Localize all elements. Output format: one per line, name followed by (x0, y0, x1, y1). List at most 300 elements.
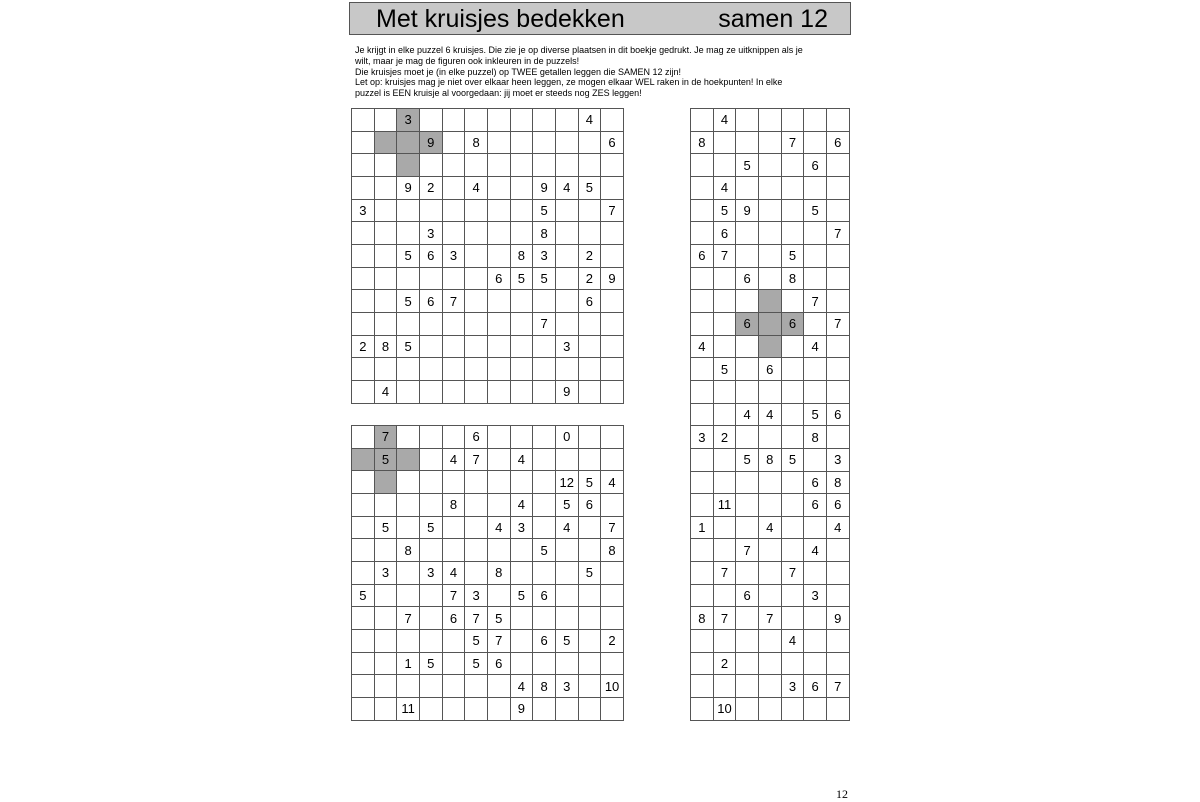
grid-cell[interactable] (465, 336, 488, 359)
grid-cell[interactable] (601, 290, 624, 313)
grid-cell[interactable] (375, 653, 398, 676)
grid-cell[interactable] (488, 154, 511, 177)
grid-cell[interactable]: 4 (443, 562, 466, 585)
grid-cell[interactable] (691, 268, 714, 291)
grid-cell-shaded[interactable]: 7 (375, 426, 398, 449)
grid-cell[interactable]: 5 (579, 177, 602, 200)
grid-cell[interactable]: 5 (579, 562, 602, 585)
grid-cell[interactable] (759, 381, 782, 404)
grid-cell[interactable] (420, 585, 443, 608)
grid-cell[interactable] (691, 653, 714, 676)
grid-cell[interactable] (736, 245, 759, 268)
grid-cell[interactable] (465, 675, 488, 698)
grid-cell[interactable] (691, 675, 714, 698)
grid-cell[interactable] (556, 358, 579, 381)
grid-cell-shaded[interactable] (759, 290, 782, 313)
grid-cell[interactable] (556, 607, 579, 630)
grid-cell[interactable] (511, 336, 534, 359)
grid-cell[interactable] (533, 607, 556, 630)
grid-cell[interactable]: 5 (420, 653, 443, 676)
grid-cell[interactable] (375, 109, 398, 132)
grid-cell[interactable] (443, 426, 466, 449)
grid-cell[interactable] (533, 562, 556, 585)
grid-cell[interactable] (443, 268, 466, 291)
grid-cell[interactable]: 3 (827, 449, 850, 472)
grid-cell[interactable] (804, 698, 827, 721)
grid-cell[interactable] (601, 358, 624, 381)
grid-cell[interactable] (443, 132, 466, 155)
grid-cell[interactable] (782, 222, 805, 245)
grid-cell[interactable] (375, 177, 398, 200)
grid-cell[interactable] (511, 539, 534, 562)
grid-cell[interactable] (736, 132, 759, 155)
grid-cell[interactable]: 11 (397, 698, 420, 721)
grid-cell[interactable] (465, 154, 488, 177)
grid-cell[interactable] (601, 426, 624, 449)
grid-cell[interactable]: 7 (533, 313, 556, 336)
grid-cell[interactable]: 11 (714, 494, 737, 517)
grid-cell[interactable] (465, 313, 488, 336)
grid-cell[interactable]: 7 (782, 132, 805, 155)
grid-cell[interactable] (420, 539, 443, 562)
grid-cell[interactable] (759, 426, 782, 449)
grid-cell[interactable] (443, 517, 466, 540)
grid-cell[interactable] (556, 653, 579, 676)
grid-cell[interactable]: 4 (465, 177, 488, 200)
grid-cell[interactable] (714, 675, 737, 698)
grid-cell[interactable]: 9 (533, 177, 556, 200)
grid-cell[interactable] (443, 381, 466, 404)
grid-cell[interactable] (782, 154, 805, 177)
grid-cell[interactable] (352, 562, 375, 585)
grid-cell[interactable] (488, 313, 511, 336)
grid-cell[interactable] (397, 200, 420, 223)
grid-cell[interactable] (420, 471, 443, 494)
grid-cell[interactable]: 5 (465, 630, 488, 653)
grid-cell-shaded[interactable]: 6 (782, 313, 805, 336)
grid-cell[interactable]: 6 (804, 494, 827, 517)
grid-cell[interactable] (579, 698, 602, 721)
grid-cell[interactable] (827, 336, 850, 359)
grid-cell[interactable] (601, 313, 624, 336)
grid-cell[interactable] (488, 449, 511, 472)
grid-cell-shaded[interactable] (397, 154, 420, 177)
grid-cell[interactable] (579, 449, 602, 472)
grid-cell[interactable] (601, 336, 624, 359)
grid-cell[interactable] (443, 177, 466, 200)
grid-cell[interactable] (443, 698, 466, 721)
grid-cell[interactable]: 4 (782, 630, 805, 653)
grid-cell[interactable] (352, 517, 375, 540)
grid-cell[interactable] (579, 675, 602, 698)
grid-cell[interactable] (420, 426, 443, 449)
grid-cell[interactable] (782, 426, 805, 449)
grid-cell[interactable] (759, 585, 782, 608)
grid-cell[interactable] (443, 154, 466, 177)
grid-cell[interactable] (782, 607, 805, 630)
grid-cell[interactable] (420, 154, 443, 177)
grid-cell[interactable]: 6 (579, 290, 602, 313)
grid-cell[interactable] (511, 154, 534, 177)
grid-cell[interactable]: 9 (736, 200, 759, 223)
grid-cell[interactable]: 8 (759, 449, 782, 472)
grid-cell[interactable] (397, 675, 420, 698)
grid-cell[interactable] (714, 517, 737, 540)
grid-cell[interactable]: 2 (420, 177, 443, 200)
grid-cell[interactable] (759, 222, 782, 245)
grid-cell[interactable] (488, 381, 511, 404)
grid-cell[interactable]: 6 (465, 426, 488, 449)
grid-cell[interactable] (714, 336, 737, 359)
grid-cell[interactable]: 8 (375, 336, 398, 359)
grid-cell[interactable]: 7 (714, 245, 737, 268)
grid-cell[interactable]: 1 (397, 653, 420, 676)
grid-cell[interactable] (420, 336, 443, 359)
grid-cell[interactable] (804, 607, 827, 630)
grid-cell[interactable] (533, 517, 556, 540)
grid-cell[interactable] (511, 426, 534, 449)
grid-cell[interactable] (375, 245, 398, 268)
grid-cell[interactable] (465, 290, 488, 313)
grid-cell[interactable] (579, 132, 602, 155)
grid-cell[interactable] (352, 245, 375, 268)
grid-cell[interactable] (465, 109, 488, 132)
grid-cell[interactable] (556, 245, 579, 268)
grid-cell[interactable] (511, 358, 534, 381)
grid-cell[interactable] (488, 222, 511, 245)
grid-cell[interactable] (714, 630, 737, 653)
grid-cell[interactable]: 4 (511, 494, 534, 517)
grid-cell[interactable] (579, 358, 602, 381)
grid-cell[interactable]: 6 (804, 154, 827, 177)
grid-cell[interactable] (579, 222, 602, 245)
grid-cell[interactable] (488, 494, 511, 517)
grid-cell[interactable] (601, 154, 624, 177)
grid-cell[interactable]: 5 (397, 336, 420, 359)
grid-cell[interactable] (420, 494, 443, 517)
grid-cell[interactable] (714, 472, 737, 495)
grid-cell[interactable] (533, 698, 556, 721)
grid-cell[interactable] (533, 381, 556, 404)
grid-cell[interactable] (488, 132, 511, 155)
grid-cell[interactable]: 6 (601, 132, 624, 155)
grid-cell[interactable] (352, 630, 375, 653)
grid-cell[interactable] (488, 109, 511, 132)
grid-cell[interactable]: 7 (827, 313, 850, 336)
grid-cell[interactable]: 5 (782, 449, 805, 472)
grid-cell[interactable]: 8 (511, 245, 534, 268)
grid-cell[interactable] (759, 245, 782, 268)
grid-cell[interactable]: 6 (420, 290, 443, 313)
grid-cell[interactable] (352, 358, 375, 381)
grid-cell[interactable] (691, 222, 714, 245)
grid-cell[interactable] (782, 653, 805, 676)
grid-cell[interactable] (443, 471, 466, 494)
grid-cell[interactable] (397, 630, 420, 653)
grid-cell[interactable] (601, 177, 624, 200)
grid-cell[interactable] (465, 200, 488, 223)
grid-cell[interactable]: 8 (691, 132, 714, 155)
grid-cell[interactable] (488, 336, 511, 359)
grid-cell[interactable]: 5 (714, 358, 737, 381)
grid-cell[interactable] (511, 222, 534, 245)
grid-cell[interactable] (352, 607, 375, 630)
grid-cell[interactable] (579, 426, 602, 449)
grid-cell[interactable] (511, 653, 534, 676)
grid-cell[interactable]: 6 (420, 245, 443, 268)
grid-cell[interactable] (736, 607, 759, 630)
grid-cell[interactable] (420, 268, 443, 291)
grid-cell[interactable] (488, 200, 511, 223)
grid-cell[interactable] (488, 698, 511, 721)
grid-cell[interactable] (691, 177, 714, 200)
grid-cell[interactable] (352, 381, 375, 404)
grid-cell[interactable] (782, 336, 805, 359)
grid-cell[interactable]: 4 (691, 336, 714, 359)
grid-cell[interactable]: 5 (397, 245, 420, 268)
grid-cell[interactable] (397, 562, 420, 585)
grid-cell[interactable] (465, 381, 488, 404)
grid-cell[interactable]: 5 (804, 200, 827, 223)
grid-cell[interactable] (714, 290, 737, 313)
grid-cell[interactable]: 6 (443, 607, 466, 630)
grid-cell[interactable]: 6 (736, 585, 759, 608)
grid-cell[interactable]: 8 (691, 607, 714, 630)
grid-cell[interactable] (397, 517, 420, 540)
grid-cell[interactable] (397, 585, 420, 608)
grid-cell[interactable] (556, 290, 579, 313)
grid-cell[interactable] (601, 449, 624, 472)
grid-cell[interactable] (375, 675, 398, 698)
grid-cell[interactable] (465, 358, 488, 381)
grid-cell[interactable] (827, 585, 850, 608)
grid-cell[interactable] (714, 154, 737, 177)
grid-cell[interactable]: 7 (601, 200, 624, 223)
grid-cell[interactable]: 5 (556, 630, 579, 653)
grid-cell-shaded[interactable] (397, 132, 420, 155)
grid-cell[interactable] (443, 675, 466, 698)
grid-cell[interactable]: 7 (804, 290, 827, 313)
grid-cell[interactable] (782, 404, 805, 427)
grid-cell[interactable] (759, 109, 782, 132)
grid-cell[interactable] (511, 132, 534, 155)
grid-cell[interactable]: 3 (443, 245, 466, 268)
grid-cell[interactable] (759, 675, 782, 698)
grid-cell[interactable]: 3 (465, 585, 488, 608)
grid-cell[interactable] (782, 109, 805, 132)
grid-cell[interactable] (556, 132, 579, 155)
grid-cell[interactable] (601, 562, 624, 585)
grid-cell[interactable] (465, 698, 488, 721)
grid-cell[interactable] (556, 449, 579, 472)
grid-cell[interactable]: 10 (714, 698, 737, 721)
grid-cell[interactable]: 6 (804, 472, 827, 495)
grid-cell[interactable] (782, 698, 805, 721)
grid-cell[interactable] (533, 154, 556, 177)
grid-cell[interactable]: 5 (714, 200, 737, 223)
grid-cell[interactable]: 3 (556, 675, 579, 698)
grid-cell[interactable]: 5 (465, 653, 488, 676)
grid-cell[interactable] (420, 698, 443, 721)
grid-cell[interactable] (691, 313, 714, 336)
grid-cell[interactable] (352, 154, 375, 177)
grid-cell[interactable] (736, 494, 759, 517)
grid-cell[interactable] (804, 132, 827, 155)
grid-cell[interactable] (804, 449, 827, 472)
grid-cell[interactable] (511, 381, 534, 404)
grid-cell[interactable] (691, 472, 714, 495)
grid-cell[interactable] (827, 358, 850, 381)
grid-cell[interactable]: 6 (827, 404, 850, 427)
grid-cell[interactable]: 7 (397, 607, 420, 630)
grid-cell[interactable] (579, 517, 602, 540)
grid-cell[interactable] (691, 404, 714, 427)
grid-cell-shaded[interactable] (759, 336, 782, 359)
grid-cell[interactable]: 4 (511, 449, 534, 472)
grid-cell[interactable]: 7 (488, 630, 511, 653)
grid-cell[interactable] (488, 675, 511, 698)
grid-cell[interactable] (511, 471, 534, 494)
grid-cell[interactable] (759, 154, 782, 177)
grid-cell[interactable]: 3 (691, 426, 714, 449)
grid-cell[interactable] (759, 630, 782, 653)
grid-cell[interactable] (443, 630, 466, 653)
grid-cell[interactable] (579, 585, 602, 608)
grid-cell[interactable] (804, 381, 827, 404)
grid-cell[interactable] (579, 607, 602, 630)
grid-cell[interactable] (736, 698, 759, 721)
grid-cell[interactable] (556, 109, 579, 132)
grid-cell[interactable]: 0 (556, 426, 579, 449)
grid-cell[interactable]: 8 (488, 562, 511, 585)
grid-cell[interactable]: 4 (375, 381, 398, 404)
grid-cell[interactable] (782, 177, 805, 200)
grid-cell[interactable] (420, 381, 443, 404)
grid-cell[interactable] (465, 268, 488, 291)
grid-cell[interactable] (397, 494, 420, 517)
grid-cell[interactable] (579, 336, 602, 359)
grid-cell-shaded[interactable] (397, 449, 420, 472)
grid-cell[interactable] (443, 336, 466, 359)
grid-cell[interactable]: 3 (375, 562, 398, 585)
grid-cell[interactable] (511, 562, 534, 585)
grid-cell[interactable]: 7 (782, 562, 805, 585)
grid-cell[interactable] (579, 313, 602, 336)
grid-cell[interactable] (556, 222, 579, 245)
grid-cell[interactable] (352, 698, 375, 721)
grid-cell[interactable]: 6 (827, 132, 850, 155)
grid-cell[interactable] (691, 358, 714, 381)
grid-cell[interactable] (556, 585, 579, 608)
grid-cell[interactable] (420, 109, 443, 132)
grid-cell[interactable] (352, 426, 375, 449)
grid-cell[interactable] (443, 313, 466, 336)
grid-cell[interactable]: 5 (375, 517, 398, 540)
grid-cell[interactable]: 6 (488, 268, 511, 291)
grid-cell[interactable] (736, 336, 759, 359)
grid-cell[interactable] (601, 109, 624, 132)
grid-cell[interactable] (465, 494, 488, 517)
grid-cell[interactable] (488, 290, 511, 313)
grid-cell[interactable] (691, 200, 714, 223)
grid-cell[interactable]: 12 (556, 471, 579, 494)
grid-cell[interactable] (579, 630, 602, 653)
grid-cell[interactable] (759, 472, 782, 495)
grid-cell[interactable]: 7 (759, 607, 782, 630)
grid-cell[interactable] (375, 494, 398, 517)
grid-cell[interactable]: 4 (736, 404, 759, 427)
grid-cell[interactable] (465, 562, 488, 585)
grid-cell[interactable]: 4 (759, 517, 782, 540)
grid-cell[interactable] (736, 675, 759, 698)
grid-cell[interactable] (443, 539, 466, 562)
grid-cell[interactable] (782, 290, 805, 313)
grid-cell[interactable]: 2 (601, 630, 624, 653)
grid-cell[interactable]: 6 (691, 245, 714, 268)
grid-cell[interactable] (691, 585, 714, 608)
grid-cell[interactable] (397, 268, 420, 291)
grid-cell[interactable]: 2 (714, 653, 737, 676)
grid-cell[interactable] (397, 358, 420, 381)
grid-cell[interactable]: 3 (533, 245, 556, 268)
grid-cell[interactable] (579, 653, 602, 676)
grid-cell[interactable]: 5 (511, 585, 534, 608)
grid-cell[interactable]: 7 (601, 517, 624, 540)
grid-cell[interactable] (759, 539, 782, 562)
grid-cell[interactable] (533, 358, 556, 381)
grid-cell[interactable] (691, 109, 714, 132)
grid-cell[interactable] (375, 313, 398, 336)
grid-cell[interactable] (533, 471, 556, 494)
grid-cell[interactable]: 9 (397, 177, 420, 200)
grid-cell[interactable] (375, 607, 398, 630)
grid-cell[interactable]: 2 (579, 268, 602, 291)
grid-cell[interactable] (736, 222, 759, 245)
grid-cell[interactable] (736, 381, 759, 404)
grid-cell[interactable] (352, 177, 375, 200)
grid-cell[interactable] (601, 607, 624, 630)
grid-cell[interactable]: 6 (579, 494, 602, 517)
grid-cell[interactable]: 8 (397, 539, 420, 562)
grid-cell[interactable] (759, 698, 782, 721)
grid-cell[interactable] (420, 607, 443, 630)
grid-cell[interactable] (601, 653, 624, 676)
grid-cell[interactable]: 8 (533, 222, 556, 245)
grid-cell[interactable] (804, 313, 827, 336)
grid-cell[interactable]: 4 (804, 336, 827, 359)
grid-cell[interactable]: 7 (714, 607, 737, 630)
grid-cell[interactable] (601, 585, 624, 608)
grid-cell[interactable] (375, 290, 398, 313)
grid-cell[interactable] (714, 404, 737, 427)
grid-cell[interactable] (827, 268, 850, 291)
grid-cell[interactable] (804, 517, 827, 540)
grid-cell[interactable]: 3 (782, 675, 805, 698)
grid-cell[interactable]: 7 (443, 585, 466, 608)
grid-cell[interactable] (804, 358, 827, 381)
grid-cell[interactable]: 3 (511, 517, 534, 540)
grid-cell[interactable] (691, 630, 714, 653)
grid-cell[interactable]: 4 (511, 675, 534, 698)
grid-cell[interactable]: 4 (759, 404, 782, 427)
grid-cell[interactable] (511, 607, 534, 630)
grid-cell[interactable] (488, 585, 511, 608)
grid-cell[interactable]: 6 (488, 653, 511, 676)
grid-cell[interactable]: 5 (420, 517, 443, 540)
grid-cell[interactable]: 2 (714, 426, 737, 449)
grid-cell[interactable] (465, 471, 488, 494)
grid-cell[interactable] (827, 245, 850, 268)
